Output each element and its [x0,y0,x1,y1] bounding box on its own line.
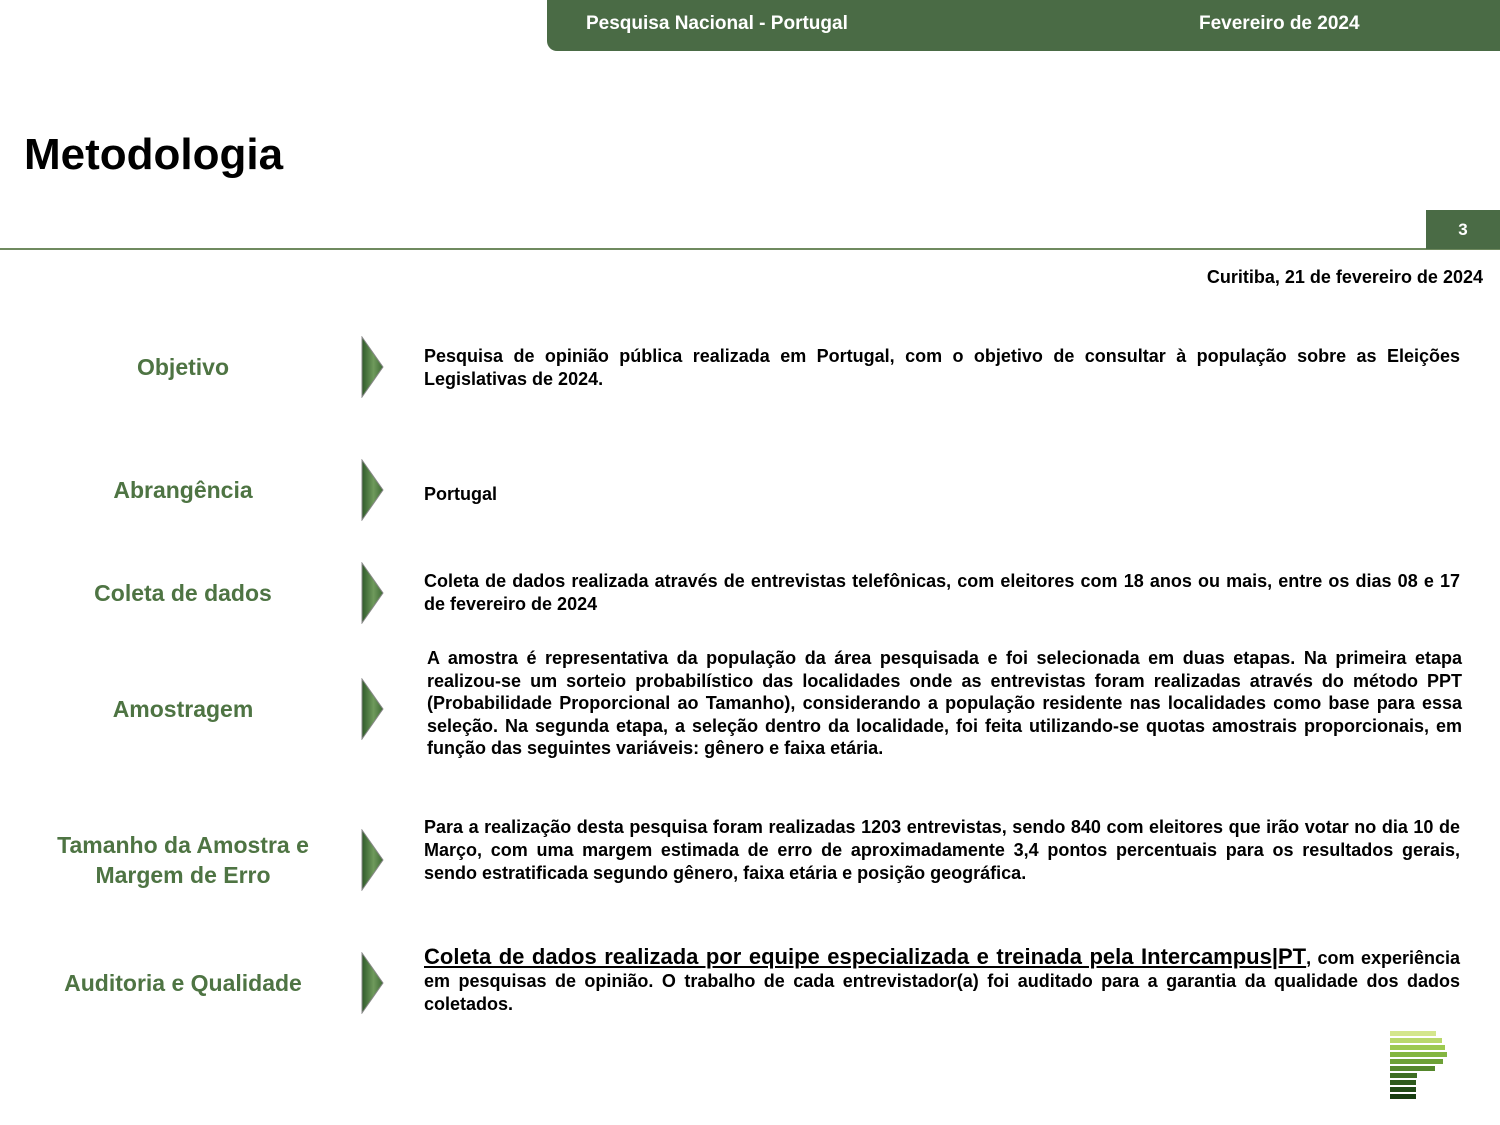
chevron-right-icon [360,952,384,1014]
chevron-right-icon [360,336,384,398]
text-coleta-de-dados: Coleta de dados realizada através de entrevistas telefônicas, com eleitores com 18 anos ou mais, entre os dias 08 e 17 de fevereiro de 2024 [424,571,1460,614]
label-auditoria-qualidade: Auditoria e Qualidade [64,970,302,996]
label-line-2: Margem de Erro [95,862,271,888]
header-date: Fevereiro de 2024 [1199,13,1360,34]
text-auditoria-emphasis: Coleta de dados realizada por equipe especializada e treinada pela Intercampus|PT [424,944,1307,969]
chevron-right-icon [360,678,384,740]
label-amostragem: Amostragem [112,696,254,722]
company-logo [1390,1031,1448,1099]
text-abrangencia: Portugal [424,484,498,504]
text-auditoria-rest: , com experiência em pesquisas de opinião. O trabalho de cada entrevistador(a) foi auditado para a garantia da qualidade dos dados coletados. [424,948,1461,1014]
text-amostragem: A amostra é representativa da população da área pesquisada e foi selecionada em duas etapas. Na primeira etapa realizou-se um sorteio probabilístico das localidades onde as entrevistas foram realizadas através do método PPT (Probabilidade Proporcional ao Tamanho), considerando a população residente nas localidades como base para essa seleção. Na segunda etapa, a seleção dentro da localidade, foi feita utilizando-se quotas amostrais proporcionais, em função das seguintes variáveis: gênero e faixa etária. [427,648,1462,758]
chevron-right-icon [360,459,384,521]
page-title: Metodologia [24,130,284,179]
label-objetivo: Objetivo [136,354,229,380]
location-date: Curitiba, 21 de fevereiro de 2024 [1206,267,1483,287]
text-objetivo: Pesquisa de opinião pública realizada em Portugal, com o objetivo de consultar à população sobre as Eleições Legislativas de 2024. [424,346,1460,389]
text-tamanho-amostra: Para a realização desta pesquisa foram realizadas 1203 entrevistas, sendo 840 com eleitores que irão votar no dia 10 de Março, com uma margem estimada de erro de aproximadamente 3,4 pontos percentuais para os resultados gerais, sendo estratificada segundo gênero, faixa etária e posição geográfica. [424,817,1460,883]
text-auditoria [424,944,1460,1016]
label-coleta-de-dados: Coleta de dados [94,580,272,606]
title-divider [0,248,1500,250]
label-line-1: Tamanho da Amostra e [57,832,309,858]
label-abrangencia: Abrangência [113,477,253,503]
page-number: 3 [1426,210,1500,249]
chevron-right-icon [360,829,384,891]
header-banner [547,0,1500,51]
survey-name: Pesquisa Nacional - Portugal [586,13,848,34]
chevron-right-icon [360,562,384,624]
label-tamanho-amostra-margem-erro [30,830,336,890]
